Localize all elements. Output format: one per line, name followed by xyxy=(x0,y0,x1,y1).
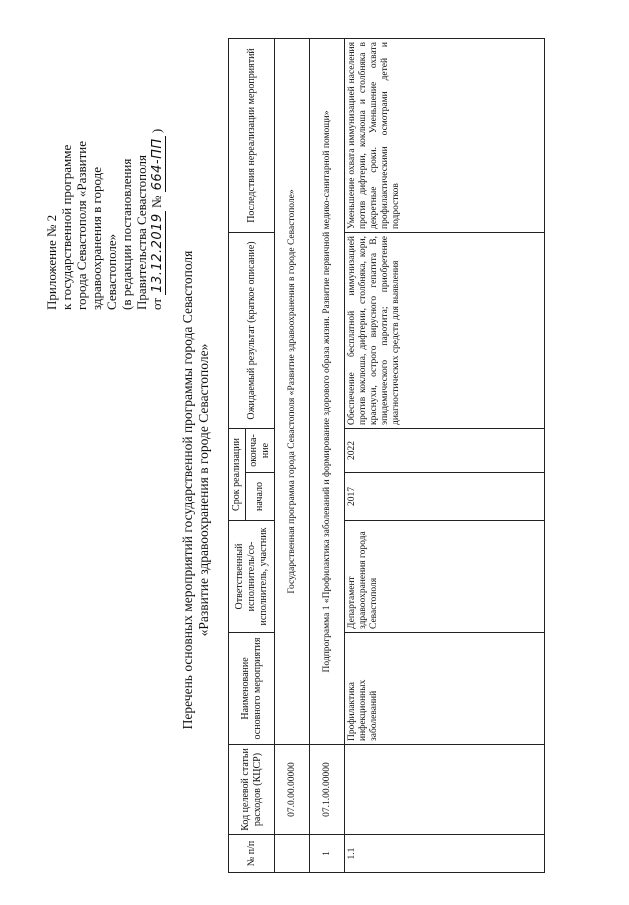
handwritten-date: 13.12.2019 xyxy=(150,213,165,293)
annex-line: здравоохранения в городе xyxy=(89,166,104,310)
annex-line: Севастополе» xyxy=(104,233,119,310)
annex-line: к государственной программе xyxy=(59,144,74,310)
annex-line: Правительства Севастополя xyxy=(134,155,149,310)
header-end: оконча-ние xyxy=(246,429,275,473)
cell-num: 1 xyxy=(310,835,345,873)
cell-consequences: Уменьшение охвата иммунизацией населения против дифтерии, коклюша и столбняка в декретные сроки. Уменьшение охвата профилактическими осмотрами детей и подростков xyxy=(345,39,545,233)
cell-subprogram-title: Подпрограмма 1 «Профилактика заболеваний и формирование здорового образа жизни. Развитие первичной медико-санитарной помощи» xyxy=(310,39,345,745)
document-title xyxy=(180,240,212,740)
cell-executor: Департамент здравоохранения города Севастополя xyxy=(345,521,545,633)
cell-num xyxy=(275,835,310,873)
annex-closing: ) xyxy=(149,128,164,134)
title-line-2: «Развитие здравоохранения в городе Севастополе» xyxy=(196,343,211,637)
cell-code xyxy=(345,745,545,835)
header-period: Срок реализации xyxy=(229,429,246,521)
title-line-1: Перечень основных мероприятий государственной программы города Севастополя xyxy=(180,250,195,730)
header-result: Ожидаемый результат (краткое описание) xyxy=(229,233,275,429)
cell-code: 07.1.00.00000 xyxy=(310,745,345,835)
header-consequences: Последствия нереализации мероприятий xyxy=(229,39,275,233)
date-prefix: от xyxy=(149,297,164,310)
cell-program-title: Государственная программа города Севастополя «Развитие здравоохранения в городе Севастополе» xyxy=(275,39,310,745)
annex-line: Приложение № 2 xyxy=(44,214,59,310)
header-start: начало xyxy=(246,473,275,521)
header-name: Наименование основного мероприятия xyxy=(229,633,275,745)
annex-line: (в редакции постановления xyxy=(119,158,134,310)
cell-name: Профилактика инфекционных заболеваний xyxy=(345,633,545,745)
cell-num: 1.1 xyxy=(345,835,545,873)
header-num: № п/п xyxy=(229,835,275,873)
table-row xyxy=(345,39,545,873)
cell-result: Обеспечение бесплатной иммунизацией против коклюша, дифтерии, столбняка, кори, краснухи, острого вирусного гепатита В, эпидемического паротита; приобретение диагностических средств для выявления xyxy=(345,233,545,429)
header-code: Код целевой статьи расходов (КЦСР) xyxy=(229,745,275,835)
cell-end: 2022 xyxy=(345,429,545,473)
measures-table xyxy=(228,38,545,873)
annex-header xyxy=(44,10,166,310)
table-row xyxy=(275,39,310,873)
header-executor: Ответственный исполнитель/со-исполнитель, участник xyxy=(229,521,275,633)
table-row xyxy=(310,39,345,873)
cell-start: 2017 xyxy=(345,473,545,521)
cell-code: 07.0.00.00000 xyxy=(275,745,310,835)
annex-line: города Севастополя «Развитие xyxy=(74,140,89,310)
annex-date-line xyxy=(149,10,166,310)
number-prefix: № xyxy=(149,195,164,209)
handwritten-number: 664-ПП xyxy=(150,138,165,191)
